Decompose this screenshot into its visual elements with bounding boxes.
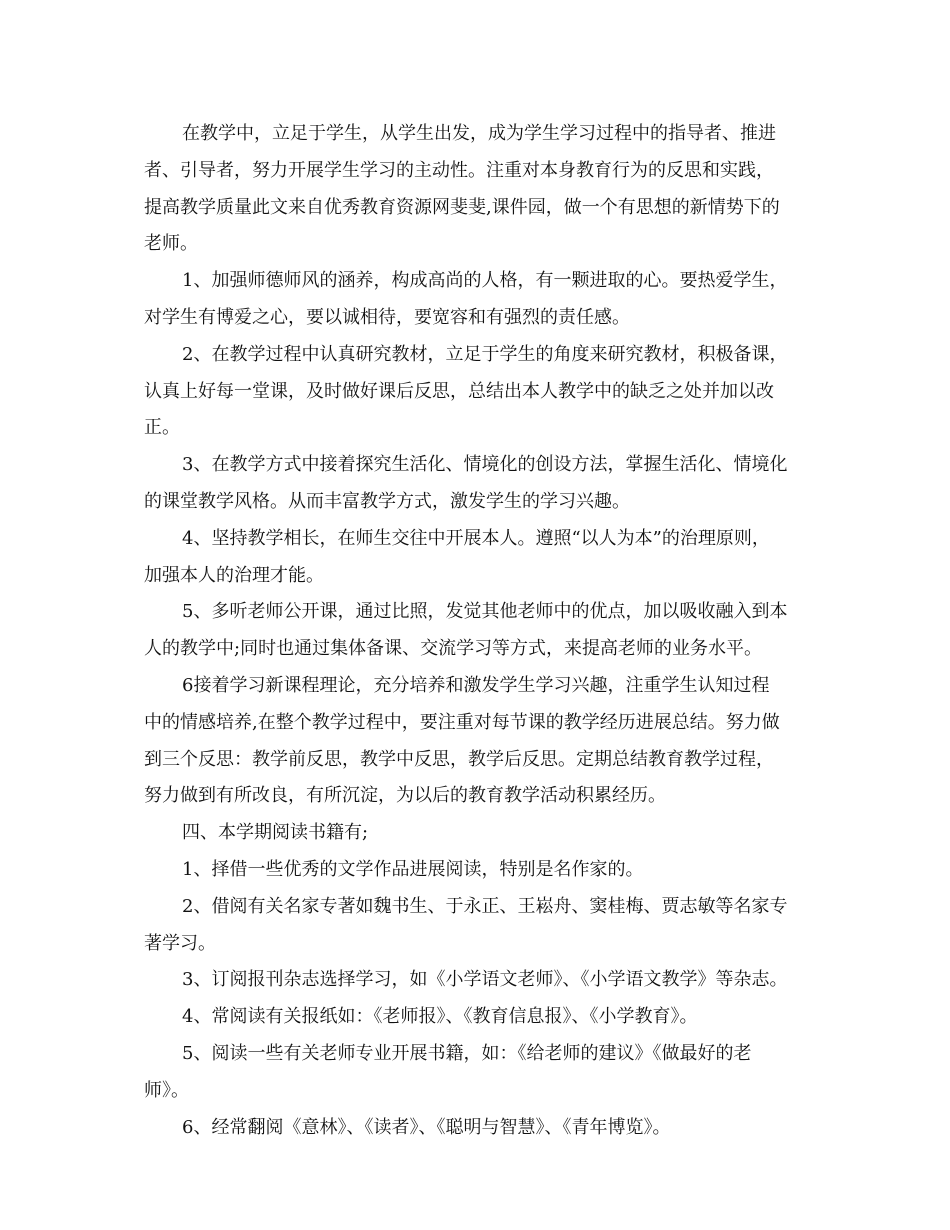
paragraph-line: 的课堂教学风格。从而丰富教学方式，激发学生的学习兴趣。 [144,490,630,512]
paragraph-line: 老师。 [144,233,198,255]
paragraph-line: 正。 [144,417,180,439]
paragraph [144,668,824,815]
document-body [144,116,824,1146]
paragraph-line: 认真上好每一堂课，及时做好课后反思，总结出本人教学中的缺乏之处并加以改 [144,380,774,402]
paragraph-first-line: 5、阅读一些有关老师专业开展书籍，如：《给老师的建议》《做最好的老 [182,1042,752,1064]
paragraph-first-line: 4、坚持教学相长，在师生交往中开展本人。遵照“以人为本”的治理原则， [182,527,770,549]
paragraph [144,889,824,963]
paragraph-first-line: 1、加强师德师风的涵养，构成高尚的人格，有一颗进取的心。要热爱学生， [182,270,788,292]
paragraph-first-line: 2、借阅有关名家专著如魏书生、于永正、王崧舟、窦桂梅、贾志敏等名家专 [182,895,788,917]
paragraph [144,852,824,889]
paragraph-first-line: 3、订阅报刊杂志选择学习，如《小学语文老师》、《小学语文教学》等杂志。 [182,969,788,991]
paragraph [144,815,824,852]
paragraph [144,521,824,595]
paragraph-line: 人的教学中;同时也通过集体备课、交流学习等方式，来提高老师的业务水平。 [144,638,763,660]
paragraph-first-line: 2、在教学过程中认真研究教材，立足于学生的角度来研究教材，积极备课， [182,343,788,365]
paragraph [144,116,824,263]
paragraph-line: 者、引导者，努力开展学生学习的主动性。注重对本身教育行为的反思和实践， [144,159,774,181]
paragraph-first-line: 四、本学期阅读书籍有; [182,822,369,844]
paragraph [144,263,824,337]
paragraph [144,962,824,999]
paragraph-first-line: 在教学中，立足于学生，从学生出发，成为学生学习过程中的指导者、推进 [182,123,776,144]
paragraph-first-line: 5、多听老师公开课，通过比照，发觉其他老师中的优点，加以吸收融入到本 [182,601,788,623]
paragraph [144,337,824,447]
paragraph [144,594,824,668]
paragraph-line: 中的情感培养,在整个教学过程中，要注重对每节课的教学经历进展总结。努力做 [144,711,780,733]
paragraph-first-line: 6、经常翻阅《意林》、《读者》、《聪明与智慧》、《青年博览》。 [182,1116,671,1138]
paragraph-line: 对学生有博爱之心，要以诚相待，要宽容和有强烈的责任感。 [144,306,630,328]
paragraph-first-line: 6接着学习新课程理论，充分培养和激发学生学习兴趣，注重学生认知过程 [182,674,770,696]
paragraph-line: 到三个反思：教学前反思，教学中反思，教学后反思。定期总结教育教学过程， [144,748,774,770]
paragraph [144,999,824,1036]
paragraph-first-line: 4、常阅读有关报纸如：《老师报》、《教育信息报》、《小学教育》。 [182,1006,698,1028]
paragraph-first-line: 3、在教学方式中接着探究生活化、情境化的创设方法，掌握生活化、情境化 [182,454,788,476]
paragraph-line: 师》。 [144,1079,189,1101]
paragraph [144,447,824,521]
paragraph-line: 著学习。 [144,932,216,954]
paragraph-line: 加强本人的治理才能。 [144,564,324,586]
paragraph-line: 努力做到有所改良，有所沉淀，为以后的教育教学活动积累经历。 [144,785,666,807]
paragraph [144,1110,824,1147]
paragraph-line: 提高教学质量此文来自优秀教育资源网斐斐,课件园，做一个有思想的新情势下的 [144,196,780,218]
paragraph [144,1036,824,1110]
paragraph-first-line: 1、择借一些优秀的文学作品进展阅读，特别是名作家的。 [182,858,644,880]
